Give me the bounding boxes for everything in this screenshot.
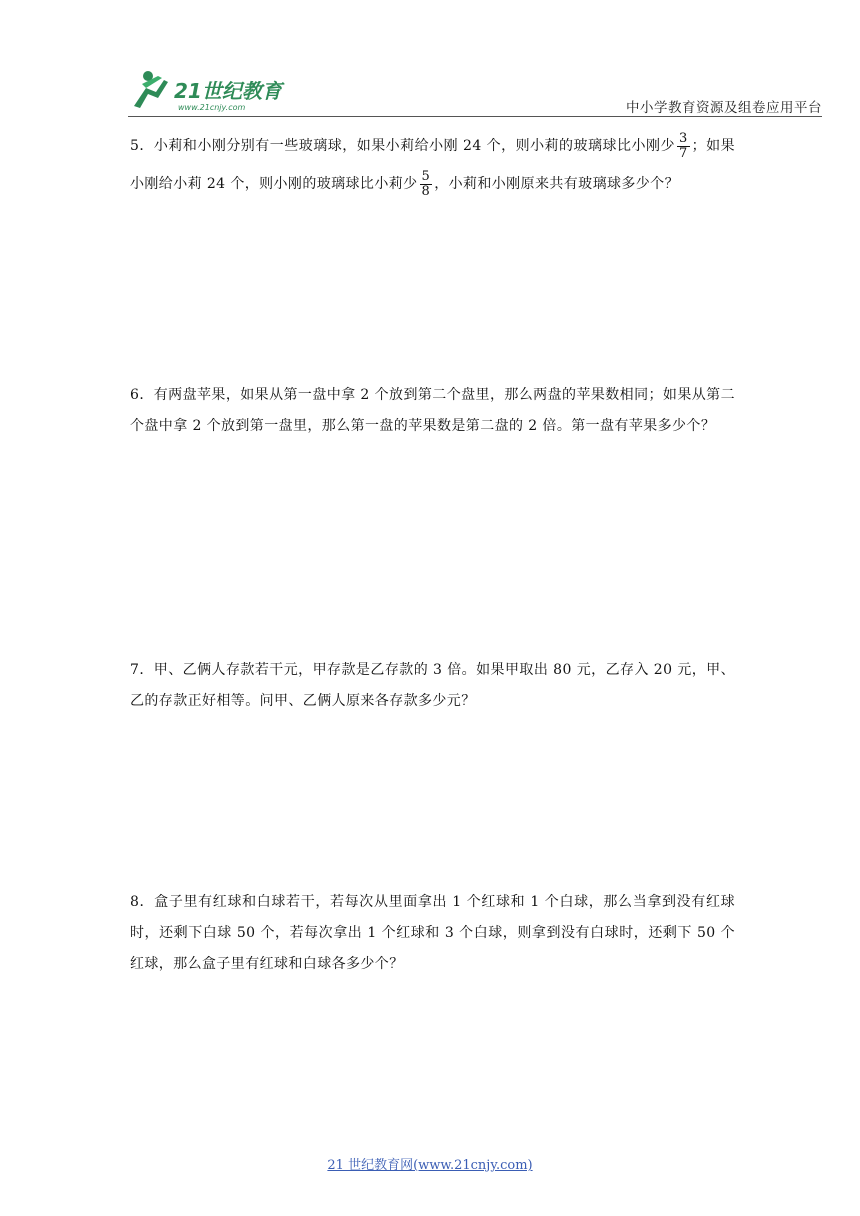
fraction-numerator: 3 — [678, 130, 688, 146]
runner-logo-icon — [128, 66, 308, 116]
logo-url: www.21cnjy.com — [178, 103, 246, 112]
fraction-denominator: 8 — [421, 183, 431, 199]
question-6: 6．有两盘苹果，如果从第一盘中拿 2 个放到第二个盘里，那么两盘的苹果数相同；如果从第二个盘中拿 2 个放到第一盘里，那么第一盘的苹果数是第二盘的 2 倍。第一盘有苹果多少个？ — [130, 387, 735, 434]
footer-link[interactable]: 21 世纪教育网(www.21cnjy.com) — [327, 1158, 533, 1173]
fraction-5-8 — [420, 170, 433, 199]
question-5-part-1: 5．小莉和小刚分别有一些玻璃球，如果小莉给小刚 24 个，则小莉的玻璃球比小刚少 — [130, 138, 675, 154]
site-logo[interactable] — [128, 66, 308, 116]
page-footer — [0, 1154, 860, 1173]
question-7: 7．甲、乙俩人存款若干元，甲存款是乙存款的 3 倍。如果甲取出 80 元，乙存入 20 元，甲、乙的存款正好相等。问甲、乙俩人原来各存款多少元？ — [130, 662, 735, 709]
question-5 — [130, 127, 735, 203]
fraction-denominator: 7 — [678, 145, 688, 161]
question-5-part-2: ；如果小刚给小莉 24 个，则小刚的玻璃球比小莉少 — [130, 138, 736, 192]
fraction-3-7 — [677, 132, 690, 161]
fraction-numerator: 5 — [421, 168, 431, 184]
question-8: 8．盒子里有红球和白球若干，若每次从里面拿出 1 个红球和 1 个白球，那么当拿到没有红球时，还剩下白球 50 个，若每次拿出 1 个红球和 3 个白球，则拿到没有白球时，还剩下 50 个红球，那么盒子里有红球和白球各多少个？ — [130, 894, 735, 972]
page-header — [0, 0, 860, 120]
header-divider — [128, 116, 822, 117]
logo-title: 21世纪教育 — [174, 79, 282, 103]
platform-name: 中小学教育资源及组卷应用平台 — [626, 100, 822, 116]
question-5-part-3: ，小莉和小刚原来共有玻璃球多少个？ — [434, 176, 679, 192]
